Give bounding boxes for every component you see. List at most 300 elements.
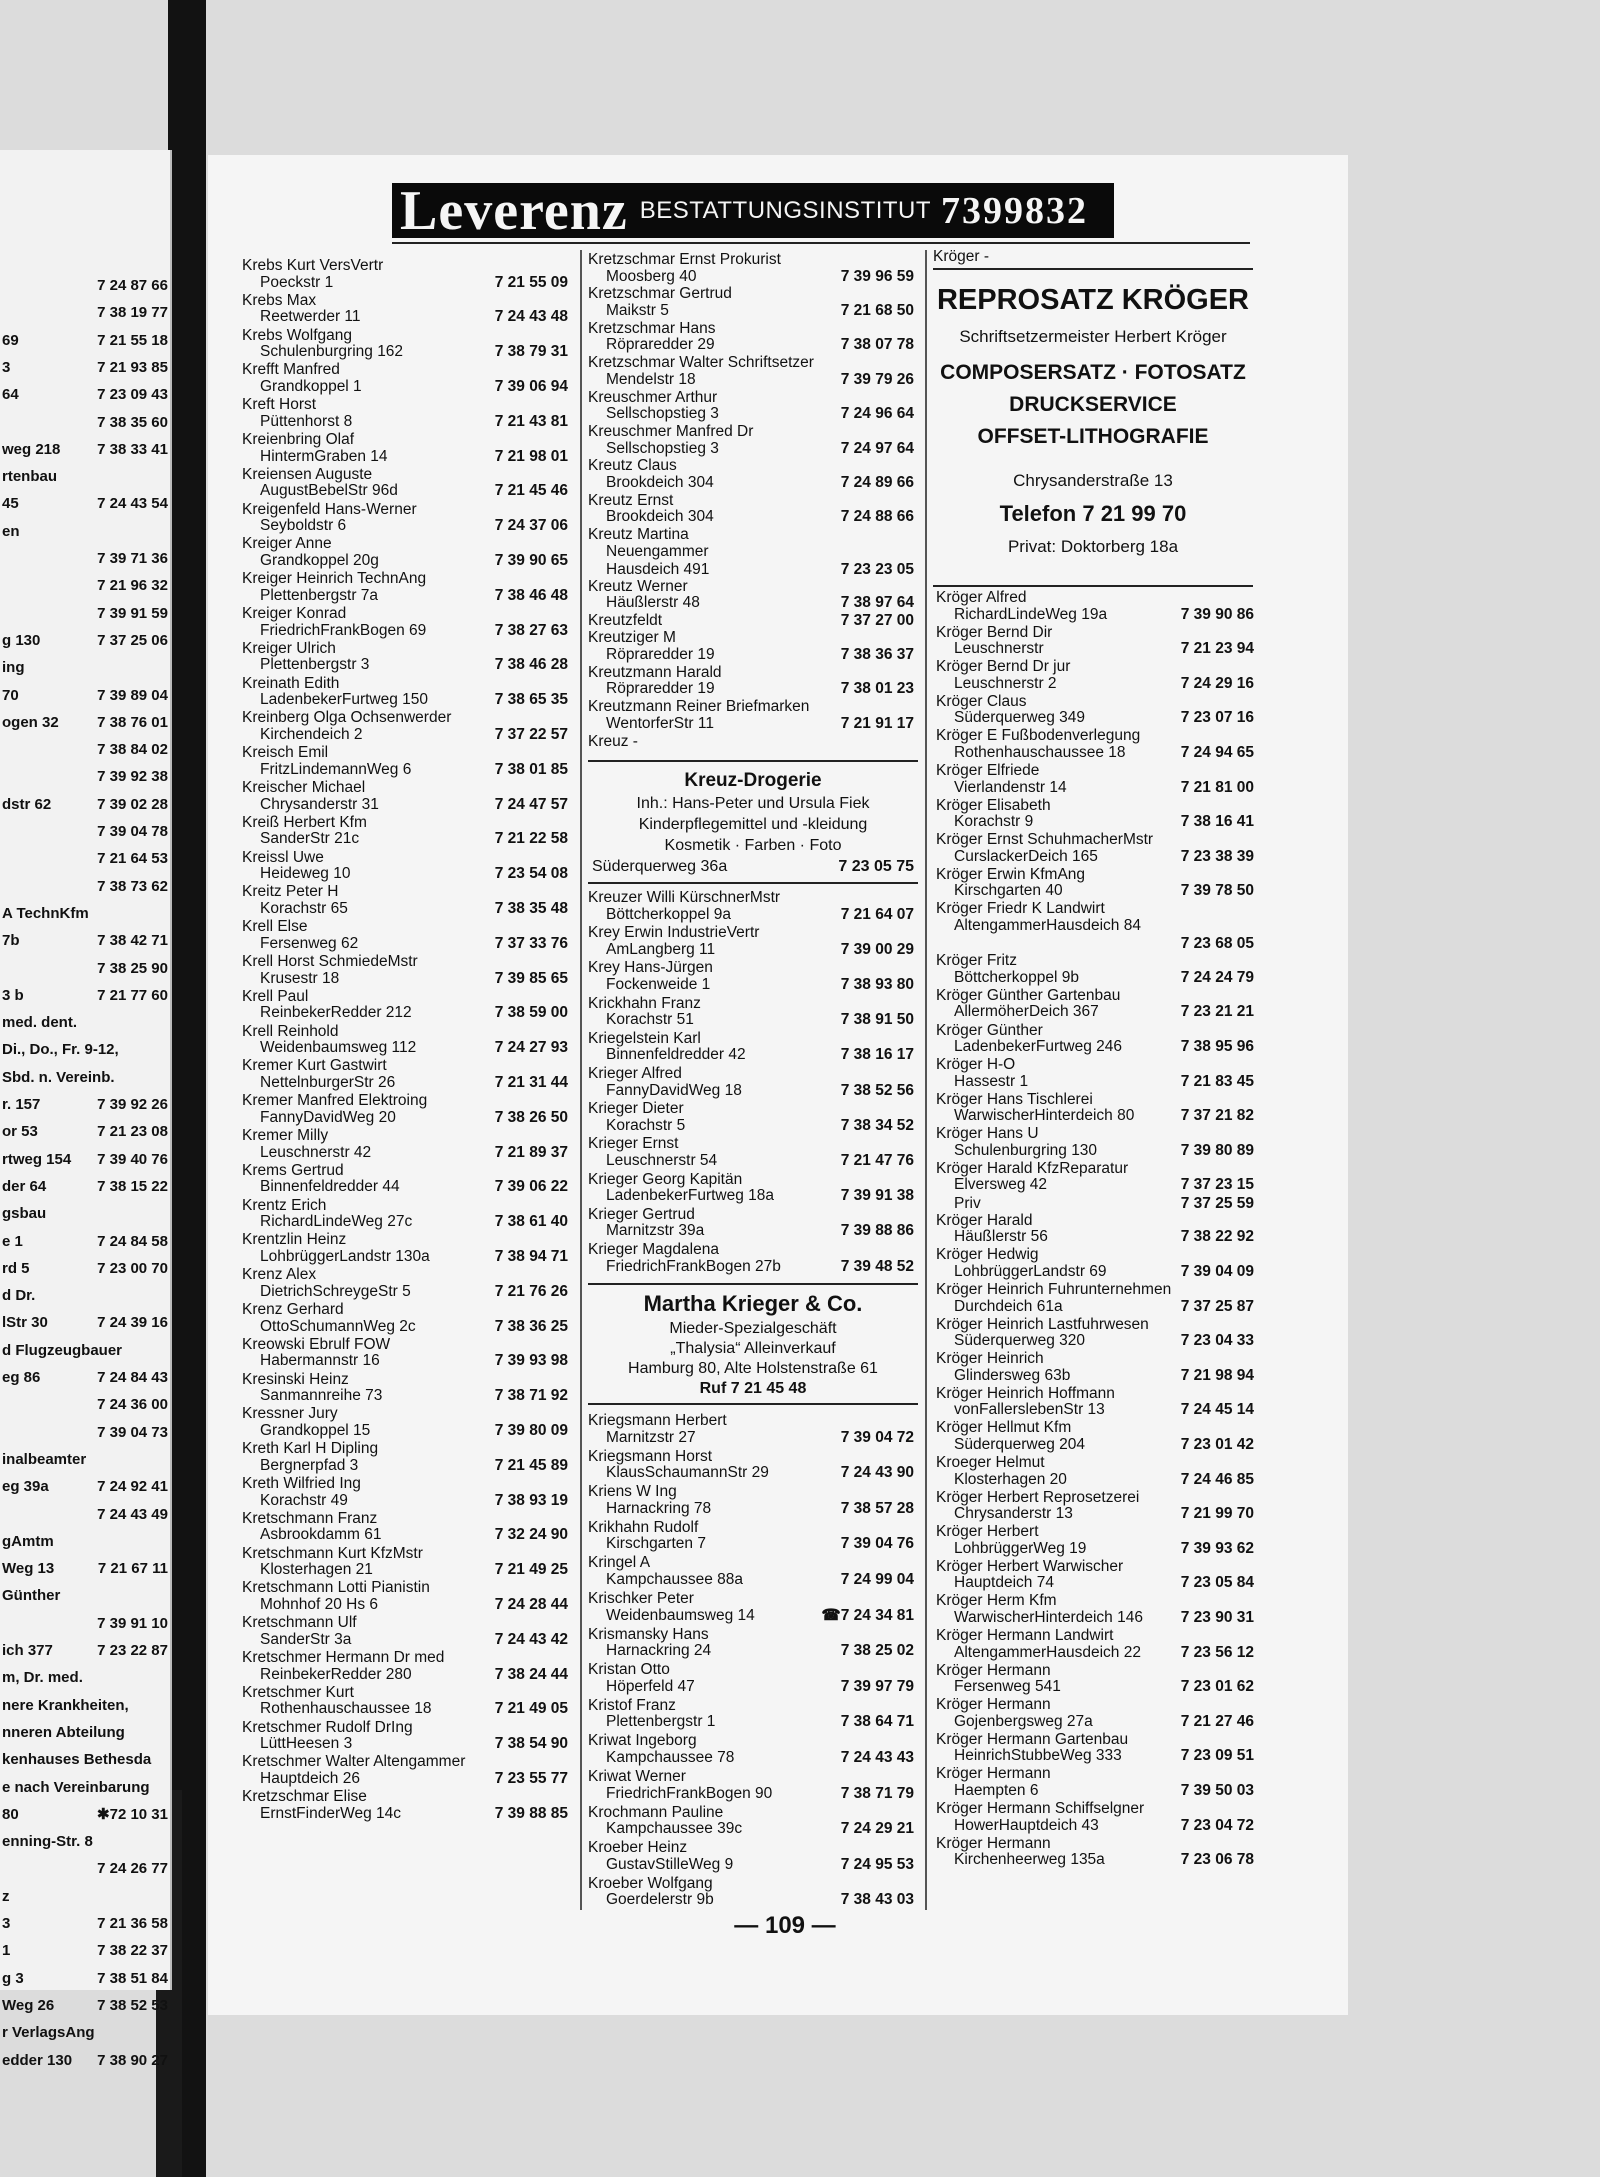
listing-phone: 7 21 23 94 (1180, 640, 1254, 658)
left-page-fragment (0, 150, 172, 2069)
listing-phone: 7 38 71 92 (494, 1387, 568, 1405)
left-page-number: 7 38 51 84 (97, 1969, 168, 1987)
left-page-number: 7 21 96 32 (97, 577, 168, 595)
listing-address: Leuschnerstr 54 (606, 1151, 718, 1169)
listing-entry (936, 763, 1254, 796)
listing-entry (242, 328, 568, 361)
listing-name: Kröger Herbert (936, 1523, 1039, 1541)
left-page-row (2, 333, 168, 349)
listing-name: Kröger Heinrich (936, 1350, 1044, 1368)
listing-phone: 7 38 22 92 (1180, 1228, 1254, 1246)
listing-address: Mohnhof 20 Hs 6 (260, 1595, 379, 1613)
banner-subtitle: BESTATTUNGSINSTITUT (639, 196, 932, 224)
listing-phone: 7 39 04 76 (840, 1535, 914, 1553)
listing-address: Fockenweide 1 (606, 975, 711, 993)
listing-address: Klosterhagen 20 (954, 1470, 1067, 1488)
banner-logo: Leverenz (400, 179, 628, 242)
listing-phone: 7 21 83 45 (1180, 1072, 1254, 1090)
listing-name: Kröger Harald KfzReparatur (936, 1159, 1129, 1177)
left-page-text: edder 130 (2, 2051, 73, 2069)
listing-address: RichardLindeWeg 27c (260, 1213, 413, 1231)
col3-header: Kröger - (933, 248, 989, 265)
left-page-text: ich 377 (2, 1642, 53, 1659)
listing-name: Kröger Hermann (936, 1696, 1051, 1714)
listing-address: Haempten 6 (954, 1781, 1039, 1799)
listing-phone: 7 38 52 56 (840, 1081, 914, 1099)
left-page-text: rtenbau (2, 468, 58, 486)
listing-address: Röpraredder 19 (606, 645, 715, 663)
left-page-text: kenhauses Bethesda (2, 1751, 152, 1769)
listing-phone: 7 38 79 31 (494, 343, 568, 361)
listing-name: Kretschmann Ulf (242, 1614, 357, 1632)
left-page-number: 7 23 00 70 (97, 1259, 168, 1277)
left-page-number: 7 24 87 66 (97, 277, 168, 294)
listing-address: Binnenfeldredder 44 (260, 1178, 400, 1196)
listing-name: Kretschmann Franz (242, 1509, 378, 1527)
listing-entry (936, 1801, 1254, 1834)
left-page-row (2, 1725, 168, 1741)
listing-name: Kretschmann Kurt KfzMstr (242, 1544, 423, 1562)
left-page-text: e nach Vereinbarung (2, 1778, 150, 1796)
left-page-number: 7 21 67 11 (97, 1560, 168, 1578)
listing-name: Kröger Günther (936, 1021, 1043, 1039)
listing-address: FritzLindemannWeg 6 (260, 760, 412, 778)
listing-entry (936, 1126, 1254, 1159)
left-page-row (2, 1206, 168, 1222)
listing-phone: 7 38 36 25 (494, 1317, 568, 1335)
listing-address: AmLangberg 11 (606, 940, 716, 958)
listing-name: Krieger Dieter (588, 1100, 684, 1118)
listing-entry (936, 1023, 1254, 1056)
left-page-row (2, 1643, 168, 1659)
listing-address: CurslackerDeich 165 (954, 847, 1098, 865)
listing-name: Kröger Hans U (936, 1125, 1039, 1143)
left-page-row (2, 1015, 168, 1031)
listing-name: Kröger Bernd Dir (936, 623, 1053, 641)
page-number: — 109 — (734, 1912, 836, 1939)
listing-entry (588, 734, 914, 751)
listing-name: Krikhahn Rudolf (588, 1518, 699, 1536)
listing-address: Hausdeich 491 (606, 560, 710, 578)
listing-entry (242, 641, 568, 674)
listing-phone: 7 24 43 43 (840, 1748, 914, 1766)
left-page-row (2, 988, 168, 1004)
listing-entry (588, 1484, 914, 1517)
left-page-number: 7 24 39 16 (97, 1314, 168, 1332)
listing-entry (936, 590, 1254, 623)
listing-entry (588, 1555, 914, 1588)
listing-phone: 7 38 01 85 (494, 760, 568, 778)
listing-entry (588, 355, 914, 388)
listing-entry (936, 1766, 1254, 1799)
listing-phone: ☎7 24 34 81 (821, 1606, 914, 1624)
column-divider (580, 250, 582, 1910)
listing-name: Kröger Günther Gartenbau (936, 986, 1121, 1004)
listing-name: Kreuschmer Arthur (588, 388, 718, 406)
listing-phone: 7 37 25 87 (1180, 1297, 1254, 1315)
header-rule (392, 242, 1250, 244)
listing-entry (936, 798, 1254, 831)
listing-phone: 7 37 33 76 (494, 934, 568, 952)
listing-name: Kriegsmann Herbert (588, 1412, 727, 1429)
listing-name: Kröger Hedwig (936, 1246, 1039, 1264)
listing-entry (242, 397, 568, 430)
listing-entry (242, 1754, 568, 1787)
listing-entry (936, 1455, 1254, 1488)
left-page-text: 70 (2, 686, 19, 704)
listing-address: Brookdeich 304 (606, 473, 714, 491)
listing-name: Krey Erwin IndustrieVertr (588, 924, 760, 942)
listing-phone: 7 24 97 64 (840, 439, 914, 457)
left-page-number: 7 38 35 60 (97, 413, 168, 431)
listing-phone: 7 24 24 79 (1180, 968, 1254, 986)
listing-name: Kröger Hans Tischlerei (936, 1090, 1093, 1108)
reprosatz-phone: Telefon 7 21 99 70 (999, 501, 1187, 526)
listing-name: Kreutzmann Harald (588, 663, 722, 681)
left-page-number: 7 24 92 41 (97, 1478, 168, 1496)
listing-address: HintermGraben 14 (260, 447, 388, 465)
reprosatz-owner: Schriftsetzermeister Herbert Kröger (959, 327, 1227, 346)
listing-phone: 7 23 38 39 (1180, 847, 1254, 865)
listing-address: ErnstFinderWeg 14c (260, 1804, 401, 1822)
listing-phone: 7 21 47 76 (840, 1151, 914, 1169)
listing-phone: 7 24 95 53 (840, 1855, 914, 1873)
left-page-text: or 53 (2, 1123, 38, 1141)
listing-address: Schulenburgring 130 (954, 1141, 1098, 1159)
listing-entry (936, 1490, 1254, 1523)
left-page-text: 3 (2, 358, 11, 376)
listing-name: Krieger Georg Kapitän (588, 1170, 743, 1188)
listing-address: Kirschgarten 40 (954, 882, 1063, 900)
listing-address: Krusestr 18 (260, 969, 340, 987)
listing-entry (242, 571, 568, 604)
listing-name: Kriens W Ing (588, 1483, 677, 1501)
listing-entry (588, 925, 914, 958)
listing-address: Durchdeich 61a (954, 1297, 1063, 1315)
reprosatz-address: Chrysanderstraße 13 (1013, 471, 1173, 490)
listing-address: Chrysanderstr 31 (260, 795, 379, 813)
listing-address: RichardLindeWeg 19a (954, 605, 1108, 623)
listing-address: Röpraredder 29 (606, 336, 715, 354)
listing-name: Kreischer Michael (242, 779, 366, 796)
listing-address: Kampchaussee 88a (606, 1570, 744, 1588)
listing-name: Kringel A (588, 1554, 651, 1572)
listing-name: Kreuz - (588, 732, 638, 750)
listing-entry (588, 1207, 914, 1240)
listing-name: Kriegelstein Karl (588, 1029, 701, 1047)
listing-entry (588, 1840, 914, 1873)
listing-entry (242, 1302, 568, 1335)
listing-address: Poeckstr 1 (260, 273, 334, 291)
listing-name: Krell Paul (242, 987, 309, 1005)
listing-address: Priv (954, 1194, 981, 1212)
listing-entry (242, 745, 568, 778)
listing-name: Kreissl Uwe (242, 848, 324, 866)
listing-entry (936, 1213, 1254, 1246)
left-page-row (2, 1534, 168, 1550)
left-page-number: 7 24 26 77 (97, 1860, 168, 1878)
listing-entry (242, 710, 568, 743)
listing-name: Kreitz Peter H (242, 883, 339, 901)
listing-phone: 7 37 23 15 (1180, 1176, 1254, 1194)
left-page-number: 7 39 71 36 (97, 550, 168, 567)
listing-name: Kreutziger M (588, 629, 676, 647)
listing-entry (242, 989, 568, 1022)
listing-address: Weidenbaumsweg 112 (260, 1039, 417, 1057)
listing-entry (936, 1057, 1254, 1090)
left-page-number: 7 39 92 26 (97, 1096, 168, 1113)
listing-name: Kremer Manfred Elektroing (242, 1092, 428, 1110)
listing-name: Kretzschmar Hans (588, 319, 716, 337)
listing-entry (242, 954, 568, 987)
listing-name: Kröger Hermann Landwirt (936, 1627, 1114, 1644)
left-page-number: 7 39 89 04 (97, 686, 168, 704)
listing-address: vonFallerslebenStr 13 (954, 1401, 1105, 1419)
left-page-row (2, 633, 168, 649)
left-page-number: 7 38 52 53 (97, 1996, 168, 2014)
listing-address: AltengammerHausdeich 84 (954, 916, 1141, 934)
listing-phone: 7 38 71 79 (840, 1784, 914, 1802)
listing-address: Moosberg 40 (606, 267, 697, 285)
listing-address: Sellschopstieg 3 (606, 439, 719, 457)
drogerie-line-3: Kosmetik · Farben · Foto (664, 837, 842, 854)
listing-name: Krell Horst SchmiedeMstr (242, 953, 418, 970)
listing-phone: 7 38 54 90 (494, 1735, 568, 1753)
listing-address: FriedrichFrankBogen 27b (606, 1257, 781, 1275)
listing-address: Asbrookdamm 61 (260, 1526, 382, 1544)
listing-entry (588, 1172, 914, 1205)
listing-entry (242, 606, 568, 639)
listing-address: Süderquerweg 349 (954, 709, 1085, 727)
listing-phone: 7 39 79 26 (840, 370, 914, 388)
left-page-text: r. 157 (2, 1096, 41, 1113)
left-page-number: 7 21 23 08 (97, 1123, 168, 1141)
listing-phone: 7 21 27 46 (1180, 1712, 1254, 1730)
listing-entry (588, 579, 914, 612)
listing-address: Bergnerpfad 3 (260, 1456, 359, 1474)
listing-entry (242, 1267, 568, 1300)
listing-phone: 7 38 16 41 (1180, 813, 1254, 831)
listing-address: NettelnburgerStr 26 (260, 1073, 396, 1091)
listing-phone: 7 38 34 52 (840, 1116, 914, 1134)
listing-entry (588, 1031, 914, 1064)
listing-phone: 7 39 88 85 (494, 1804, 568, 1822)
listing-phone: 7 21 99 70 (1180, 1505, 1254, 1523)
listing-entry (242, 850, 568, 883)
listing-name: Krieger Gertrud (588, 1205, 695, 1223)
listing-address: Hassestr 1 (954, 1072, 1029, 1090)
drogerie-line-2: Kinderpflegemittel und -kleidung (638, 816, 868, 833)
listing-entry (588, 1449, 914, 1482)
listing-name: Kreiger Ulrich (242, 639, 336, 657)
listing-address: Rothenhauschaussee 18 (954, 743, 1126, 761)
listing-address: DietrichSchreygeStr 5 (260, 1282, 411, 1300)
listing-name: Kreienbring Olaf (242, 431, 355, 448)
listing-phone: 7 39 90 65 (494, 551, 568, 569)
listing-name: Kröger Elisabeth (936, 796, 1051, 814)
listing-phone: 7 39 78 50 (1180, 882, 1254, 900)
listing-name: Kröger Herbert Warwischer (936, 1557, 1124, 1575)
left-page-row (2, 1561, 168, 1577)
listing-phone: 7 24 89 66 (840, 473, 914, 491)
left-page-row (2, 2053, 168, 2069)
left-page-number: 7 38 25 90 (97, 959, 168, 977)
listing-address: Plettenbergstr 7a (260, 586, 379, 604)
left-page-text: ogen 32 (2, 713, 59, 731)
listing-phone: 7 24 46 85 (1180, 1470, 1254, 1488)
left-page-row (2, 387, 168, 403)
listing-phone: 7 38 57 28 (840, 1499, 914, 1517)
left-page-text: Weg 26 (2, 1996, 55, 2014)
listing-entry (588, 1520, 914, 1553)
listing-phone: 7 21 45 89 (494, 1456, 568, 1474)
left-page-number: 7 38 15 22 (97, 1177, 168, 1195)
listing-address: AltengammerHausdeich 22 (954, 1643, 1141, 1661)
listing-entry (588, 562, 914, 579)
listing-name: Krismansky Hans (588, 1625, 709, 1643)
listing-address: Hauptdeich 74 (954, 1574, 1054, 1592)
listing-entry (242, 1128, 568, 1161)
listing-address: Gojenbergsweg 27a (954, 1712, 1093, 1730)
listing-entry (242, 1476, 568, 1509)
listing-phone: 7 24 47 57 (494, 795, 568, 813)
listing-phone: 7 37 27 00 (840, 612, 914, 630)
left-page-row (2, 469, 168, 485)
listing-name: Kröger Hermann Schiffselgner (936, 1800, 1145, 1817)
listing-phone: 7 21 64 07 (840, 905, 914, 923)
listing-name: Krenz Gerhard (242, 1301, 344, 1318)
listing-phone: 7 38 46 28 (494, 656, 568, 674)
listing-entry (588, 424, 914, 457)
listing-phone: 7 24 37 06 (494, 517, 568, 535)
left-page-number: ✱72 10 31 (97, 1805, 168, 1823)
listing-phone: 7 39 93 62 (1180, 1539, 1254, 1557)
listing-phone: 7 37 25 59 (1180, 1194, 1254, 1212)
listing-name: Kröger Hellmut Kfm (936, 1419, 1072, 1437)
left-page-number: 7 39 91 59 (97, 604, 168, 622)
listing-name: Kreth Karl H Dipling (242, 1440, 379, 1458)
listing-phone: 7 24 28 44 (494, 1595, 568, 1613)
listing-name: Kröger Hermann (936, 1834, 1051, 1852)
listing-entry (936, 1524, 1254, 1557)
left-page-text: 80 (2, 1805, 19, 1823)
listing-entry (936, 1247, 1254, 1280)
listing-phone: 7 23 09 51 (1180, 1747, 1254, 1765)
listing-entry (936, 1732, 1254, 1765)
left-page-number: 7 38 19 77 (97, 304, 168, 322)
reprosatz-offset: OFFSET-LITHOGRAFIE (977, 425, 1209, 448)
listing-phone: 7 21 49 25 (494, 1561, 568, 1579)
left-page-text: 69 (2, 331, 19, 349)
listing-address: Klosterhagen 21 (260, 1561, 373, 1579)
left-page-row (2, 906, 168, 922)
listing-name: Kreiensen Auguste (242, 465, 373, 483)
left-page-text: med. dent. (2, 1014, 78, 1032)
listing-entry (242, 258, 568, 291)
listing-address: Häußlerstr 56 (954, 1228, 1048, 1246)
reprosatz-services: COMPOSERSATZ · FOTOSATZ (940, 361, 1246, 384)
left-page-text: 64 (2, 386, 19, 404)
listing-name: Kretzschmar Ernst Prokurist (588, 251, 781, 268)
listing-entry (242, 1546, 568, 1579)
listing-address: Korachstr 9 (954, 813, 1034, 831)
listing-entry (588, 1698, 914, 1731)
left-page-number: 7 38 76 01 (97, 713, 168, 731)
listing-phone: 7 37 22 57 (494, 725, 568, 743)
banner-phone: 7399832 (941, 189, 1089, 232)
listing-entry (242, 919, 568, 952)
listing-phone: 7 39 91 38 (840, 1187, 914, 1205)
listing-entry (588, 1066, 914, 1099)
listing-name: Kreutzmann Reiner Briefmarken (588, 698, 810, 716)
listing-address: Chrysanderstr 13 (954, 1505, 1073, 1523)
listing-address: Kirchendeich 2 (260, 725, 363, 743)
listing-entry (242, 293, 568, 326)
left-page-number: 7 37 25 06 (97, 631, 168, 649)
left-page-text: rd 5 (2, 1259, 30, 1277)
listing-phone: 7 38 46 48 (494, 586, 568, 604)
left-page-number: 7 38 73 62 (97, 877, 168, 895)
listing-entry (242, 1615, 568, 1648)
martha-line-1: Mieder-Spezialgeschäft (669, 1320, 837, 1337)
left-page-text: d Flugzeugbauer (2, 1341, 122, 1359)
left-page-number: 7 39 91 10 (97, 1614, 168, 1632)
listing-address: Marnitzstr 39a (606, 1222, 705, 1240)
listing-phone: 7 38 65 35 (494, 691, 568, 709)
listing-phone: 7 39 88 86 (840, 1222, 914, 1240)
listing-address: FriedrichFrankBogen 90 (606, 1784, 773, 1802)
left-page-row (2, 1670, 168, 1686)
listing-entry (588, 665, 914, 698)
listing-address: Korachstr 5 (606, 1116, 686, 1134)
listing-address: Hauptdeich 26 (260, 1769, 360, 1787)
listing-phone: 7 39 06 94 (494, 377, 568, 395)
listing-name: Kretzschmar Walter Schriftsetzer (588, 354, 814, 372)
listing-address: Kirschgarten 7 (606, 1535, 706, 1553)
listing-entry (588, 1733, 914, 1766)
left-page-row (2, 660, 168, 676)
listing-phone: 7 38 26 50 (494, 1108, 568, 1126)
listing-address: Kampchaussee 39c (606, 1820, 743, 1838)
listing-phone: 7 21 55 09 (494, 273, 568, 291)
listing-address: Harnackring 78 (606, 1499, 712, 1517)
listing-address: Seyboldstr 6 (260, 517, 347, 535)
left-page-number: 7 21 64 53 (97, 850, 168, 868)
listing-name: Kreutzfeldt (588, 612, 663, 630)
left-page-text: 45 (2, 495, 19, 513)
listing-name: Kriwat Ingeborg (588, 1732, 697, 1750)
left-page-text: eg 86 (2, 1369, 41, 1386)
listing-entry (936, 1663, 1254, 1696)
listing-phone: 7 21 43 81 (494, 412, 568, 430)
listing-address: GustavStilleWeg 9 (606, 1855, 734, 1873)
listing-name: Kressner Jury (242, 1405, 338, 1423)
left-page-row (2, 1452, 168, 1468)
listing-entry (936, 659, 1254, 692)
listing-entry (242, 467, 568, 500)
listing-address: Höperfeld 47 (606, 1677, 695, 1695)
listing-address: LüttHeesen 3 (260, 1735, 353, 1753)
listing-phone: 7 21 98 94 (1180, 1366, 1254, 1384)
left-page-row (2, 1152, 168, 1168)
listing-name: Krieger Magdalena (588, 1241, 719, 1258)
listing-entry (242, 1198, 568, 1231)
kreuz-drogerie-ad (588, 760, 918, 884)
left-page-row (2, 524, 168, 540)
listing-entry (242, 502, 568, 535)
listing-entry (588, 1242, 914, 1275)
left-page-text: eg 39a (2, 1478, 49, 1496)
